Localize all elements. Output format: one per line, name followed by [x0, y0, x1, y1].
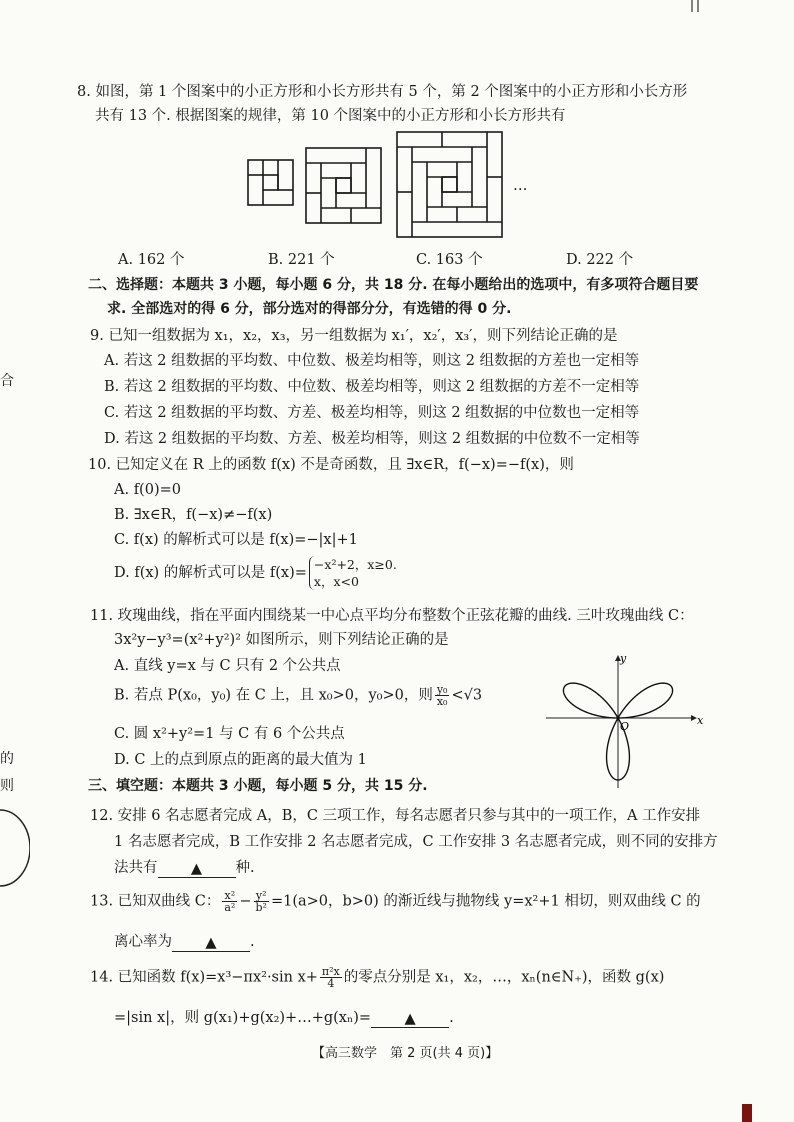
q14-fraction: [320, 966, 342, 989]
q10-case-1: −x²+2，x≥0.: [313, 557, 397, 572]
q12-stem-line2: 1 名志愿者完成，B 工作安排 2 名志愿者完成，C 工作安排 3 名志愿者完成，则不同的安排方: [114, 834, 718, 850]
edge-fragment-he: 合: [0, 373, 14, 389]
q9-option-b: B. 若这 2 组数据的平均数、中位数、极差均相等，则这 2 组数据的方差不一定相等: [104, 379, 640, 395]
q12-stem-line3: [114, 858, 255, 878]
x-axis-label: x: [697, 714, 704, 727]
q8-stem-line2: 共有 13 个. 根据图案的规律，第 10 个图案中的小正方形和小长方形共有: [95, 108, 566, 124]
q9-option-d: D. 若这 2 组数据的平均数、方差、极差均相等，则这 2 组数据的中位数不一定相等: [104, 431, 640, 447]
fraction-denominator: x₀: [436, 695, 448, 708]
q8-option-b: B. 221 个: [268, 252, 335, 268]
q12-answer-blank[interactable]: ▲: [158, 859, 236, 878]
q11-option-b-text: B. 若点 P(x₀，y₀) 在 C 上，且 x₀>0，y₀>0，则: [114, 687, 433, 704]
q9-option-a: A. 若这 2 组数据的平均数、中位数、极差均相等，则这 2 组数据的方差也一定相等: [104, 353, 640, 369]
q12-line3-text: 法共有: [114, 860, 158, 876]
fraction-denominator: b²: [255, 901, 267, 914]
q8-stem-line1: 8. 如图，第 1 个图案中的小正方形和小长方形共有 5 个，第 2 个图案中的小正方形和小长方形: [77, 84, 688, 100]
q13-stem-line1: [90, 890, 701, 913]
q13-fraction-y: [254, 890, 269, 913]
q13-stem-line2: [114, 932, 255, 952]
fraction-numerator: y₀: [436, 683, 448, 696]
q9-option-c: C. 若这 2 组数据的平均数、方差、极差均相等，则这 2 组数据的中位数也一定相等: [104, 405, 640, 421]
origin-label: O: [620, 720, 630, 733]
fraction-denominator: 4: [327, 977, 335, 990]
q10-stem: 10. 已知定义在 R 上的函数 f(x) 不是奇函数，且 ∃x∈R，f(−x)=−f(x)，则: [88, 457, 574, 473]
q8-pattern-figures: [246, 130, 526, 246]
q10-option-c: C. f(x) 的解析式可以是 f(x)=−|x|+1: [114, 532, 358, 548]
q8-ellipsis: …: [513, 178, 528, 194]
q8-option-a: A. 162 个: [118, 252, 185, 268]
page-footer: 【高三数学 第 2 页(共 4 页)】: [312, 1046, 499, 1061]
section3-heading: 三、填空题：本题共 3 小题，每小题 5 分，共 15 分.: [88, 778, 428, 794]
edge-fragment-de: 的: [0, 751, 14, 767]
pattern-figure-1: [248, 160, 293, 205]
fraction-numerator: y²: [254, 890, 269, 902]
q14-prefix: 14. 已知函数 f(x)=x³−πx²·sin x+: [90, 969, 318, 986]
q11-option-b-suffix: <√3: [451, 687, 483, 704]
scan-edge-mark: [742, 1104, 752, 1122]
fraction-numerator: π²x: [321, 965, 340, 978]
q14-line2-text: =|sin x|，则 g(x₁)+g(x₂)+…+g(xₙ)=: [114, 1010, 372, 1026]
q10-option-b: B. ∃x∈R，f(−x)≠−f(x): [114, 507, 273, 523]
q10-option-d-text: D. f(x) 的解析式可以是 f(x)=: [114, 565, 307, 581]
q10-case-2: x，x<0: [313, 574, 359, 589]
rose-curve-figure: [540, 648, 710, 793]
q11-option-d: D. C 上的点到原点的距离的最大值为 1: [114, 752, 367, 768]
q11-stem-line2: 3x²y−y³=(x²+y²)² 如图所示，则下列结论正确的是: [114, 632, 449, 648]
q14-stem-line2: [114, 1008, 454, 1028]
y-axis-label: y: [620, 652, 627, 665]
q14-answer-blank[interactable]: ▲: [371, 1009, 449, 1028]
section2-heading-line1: 二、选择题：本题共 3 小题，每小题 6 分，共 18 分. 在每小题给出的选项中，有多项符合题目要: [88, 277, 699, 293]
fraction-denominator: a²: [224, 901, 236, 914]
q11-option-a: A. 直线 y=x 与 C 只有 2 个公共点: [114, 658, 341, 674]
pattern-figure-2: [306, 148, 381, 223]
q13-fraction-x: [222, 890, 237, 913]
q8-option-d: D. 222 个: [566, 252, 634, 268]
q11-fraction: [435, 684, 450, 707]
q13-suffix: =1(a>0，b>0) 的渐近线与抛物线 y=x²+1 相切，则双曲线 C 的: [270, 893, 701, 910]
q11-option-c: C. 圆 x²+y²=1 与 C 有 6 个公共点: [114, 726, 345, 742]
top-edge-marks: [688, 0, 708, 14]
q10-option-d: [114, 556, 397, 590]
pattern-figure-3: [397, 132, 502, 237]
q11-option-b: [114, 684, 482, 707]
section2-heading-line2: 求. 全部选对的得 6 分，部分选对的得部分分，有选错的得 0 分.: [107, 301, 512, 317]
q13-line2-suffix: .: [250, 934, 255, 950]
q13-line2-text: 离心率为: [114, 934, 172, 950]
q13-minus: −: [239, 893, 252, 910]
fraction-numerator: x²: [222, 890, 237, 902]
q13-answer-blank[interactable]: ▲: [172, 933, 250, 952]
q14-suffix: 的零点分别是 x₁，x₂，…，xₙ(n∈N₊)，函数 g(x): [343, 969, 665, 986]
q14-line2-suffix: .: [449, 1010, 454, 1026]
q10-option-a: A. f(0)=0: [114, 482, 181, 498]
q8-option-c: C. 163 个: [416, 252, 483, 268]
edge-arc-shape: [0, 808, 30, 888]
q13-prefix: 13. 已知双曲线 C：: [90, 893, 221, 910]
q11-stem-line1: 11. 玫瑰曲线，指在平面内围绕某一中心点平均分布整数个正弦花瓣的曲线. 三叶玫瑰曲线 C：: [90, 608, 694, 624]
edge-fragment-ze: 则: [0, 778, 14, 794]
q12-line3-suffix: 种.: [235, 860, 255, 876]
q14-stem-line1: [90, 966, 664, 989]
q10-piecewise-brace: [309, 556, 397, 590]
q9-stem: 9. 已知一组数据为 x₁，x₂，x₃，另一组数据为 x₁′，x₂′，x₃′，则下列结论正确的是: [90, 328, 618, 344]
q12-stem-line1: 12. 安排 6 名志愿者完成 A，B，C 三项工作，每名志愿者只参与其中的一项工作，A 工作安排: [90, 808, 701, 824]
